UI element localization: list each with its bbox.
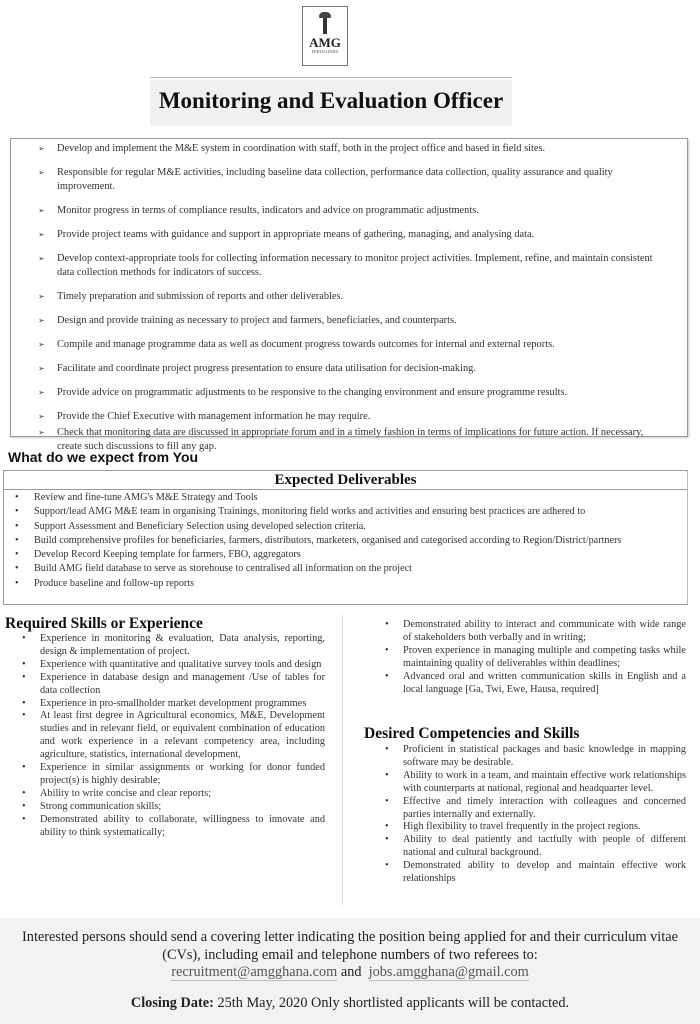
duties-box — [10, 138, 688, 452]
list-item-text: Effective and timely interaction with colleagues and concerned parties internally and externally. — [403, 795, 686, 820]
dot-bullet-icon: • — [15, 520, 19, 532]
dot-bullet-icon: • — [385, 795, 389, 807]
list-item-text: Support Assessment and Beneficiary Selection using developed selection criteria. — [34, 520, 366, 532]
list-item — [22, 698, 325, 711]
list-item — [4, 577, 687, 591]
list-item-text: Facilitate and coordinate project progress presentation to ensure data utilisation for decision-making. — [57, 363, 476, 374]
list-item-text: Provide the Chief Executive with management information he may require. — [57, 411, 371, 422]
list-item-text: Support/lead AMG M&E team in organising Trainings, monitoring field works and activities and ensuring best practices are adhered to — [34, 506, 586, 518]
list-item — [22, 801, 325, 814]
dot-bullet-icon: • — [385, 619, 389, 630]
list-item-text: Experience in database design and management /Use of tables for data collection — [40, 671, 325, 696]
list-item — [4, 505, 687, 519]
list-item-text: Experience in monitoring & evaluation, Data analysis, reporting, design & implementation of project. — [40, 633, 325, 657]
arrow-bullet-icon: ➢ — [38, 364, 45, 373]
dot-bullet-icon: • — [385, 860, 389, 872]
list-item — [385, 645, 686, 671]
dot-bullet-icon: • — [22, 671, 26, 683]
dot-bullet-icon: • — [22, 710, 26, 722]
deliverables-table — [3, 470, 688, 605]
dot-bullet-icon: • — [22, 800, 26, 812]
dot-bullet-icon: • — [15, 563, 19, 575]
title-divider — [150, 77, 512, 78]
list-item-text: Provide advice on programmatic adjustments to be responsive to the changing environment and ensure programme results. — [57, 387, 568, 398]
list-item-text: Strong communication skills; — [40, 800, 162, 812]
list-item-text: Responsible for regular M&E activities, including baseline data collection, performance data collection, quality assurance and quality improvement. — [57, 167, 613, 192]
dot-bullet-icon: • — [385, 744, 389, 755]
logo-name: AMG — [309, 35, 341, 50]
dot-bullet-icon: • — [22, 633, 26, 644]
arrow-bullet-icon: ➢ — [38, 168, 45, 177]
list-item — [11, 314, 687, 328]
closing-label: Closing Date: — [130, 994, 214, 1011]
list-item — [4, 520, 687, 534]
list-item-text: Proficient in statistical packages and basic knowledge in mapping software may be desirable. — [403, 744, 686, 768]
list-item-text: Build AMG field database to serve as storehouse to centralised all information on the project — [34, 563, 412, 575]
list-item — [385, 834, 686, 860]
list-item — [11, 290, 687, 304]
arrow-bullet-icon: ➢ — [38, 340, 45, 349]
dot-bullet-icon: • — [385, 670, 389, 682]
list-item — [11, 228, 687, 242]
list-item-text: Timely preparation and submission of reports and other deliverables. — [57, 291, 344, 302]
list-item-text: High flexibility to travel frequently in the project regions. — [403, 821, 641, 833]
list-item — [22, 788, 325, 801]
arrow-bullet-icon: ➢ — [38, 144, 45, 153]
list-item — [4, 562, 687, 576]
application-footer — [0, 918, 700, 1024]
list-item-text: Advanced oral and written communication skills in English and a local language [Ga, Twi, Ewe, Hausa, required] — [403, 670, 686, 695]
list-item-text: Design and provide training as necessary to project and farmers, beneficiaries, and counterparts. — [57, 315, 457, 326]
list-item-text: Ability to write concise and clear reports; — [40, 787, 211, 799]
list-item — [4, 548, 687, 562]
email-link-recruitment[interactable]: recruitment@amgghana.com — [171, 964, 338, 980]
list-item-text: Experience in pro-smallholder market development programmes — [40, 697, 307, 709]
dot-bullet-icon: • — [22, 813, 26, 825]
list-item-text: Monitor progress in terms of compliance results, indicators and advice on programmatic adjustments. — [57, 205, 479, 216]
column-divider — [342, 615, 343, 905]
list-item — [385, 744, 686, 770]
arrow-bullet-icon: ➢ — [38, 316, 45, 325]
torch-icon — [322, 12, 328, 34]
list-item-text: Proven experience in managing multiple and competing tasks while maintaining quality of deliverables within deadlines; — [403, 644, 686, 669]
list-item-text: Ability to work in a team, and maintain effective work relationships with counterparts at national, regional and headquarter level. — [403, 769, 686, 794]
deliverables-list — [4, 490, 687, 591]
logo-subtitle: FERTILIZERS — [311, 49, 339, 54]
list-item — [22, 672, 325, 698]
list-item — [4, 534, 687, 548]
dot-bullet-icon: • — [22, 787, 26, 799]
list-item-text: Demonstrated ability to interact and communicate with wide range of stakeholders both verbally and in writing; — [403, 619, 686, 643]
deliverables-heading: Expected Deliverables — [4, 471, 687, 490]
list-item-text: Experience with quantitative and qualitative survey tools and design — [40, 658, 322, 670]
list-item — [22, 659, 325, 672]
closing-date — [0, 995, 700, 1013]
list-item — [385, 796, 686, 822]
contact-emails — [0, 964, 700, 982]
expect-heading: What do we expect from You — [8, 449, 199, 465]
arrow-bullet-icon: ➢ — [38, 292, 45, 301]
closing-text: 25th May, 2020 Only shortlisted applicants will be contacted. — [217, 994, 570, 1011]
required-list-right — [385, 619, 686, 696]
list-item-text: Develop context-appropriate tools for collecting information necessary to monitor project activities. Implement, refine, and maintain consistent data collection methods for indicators of success. — [57, 253, 653, 278]
dot-bullet-icon: • — [385, 834, 389, 846]
dot-bullet-icon: • — [22, 658, 26, 670]
list-item — [385, 860, 686, 886]
required-list-left — [22, 633, 325, 840]
list-item — [11, 166, 687, 194]
dot-bullet-icon: • — [385, 769, 389, 781]
arrow-bullet-icon: ➢ — [38, 388, 45, 397]
list-item-text: Develop Record Keeping template for farmers, FBO, aggregators — [34, 549, 301, 561]
list-item-text: Experience in similar assignments or working for donor funded project(s) is highly desirable; — [40, 762, 325, 786]
application-instructions: Interested persons should send a covering letter indicating the position being applied for and their curriculum vitae (CVs), including email and telephone numbers of two referees to: — [22, 929, 678, 963]
email-link-jobs[interactable]: jobs.amgghana@gmail.com — [368, 964, 529, 980]
list-item — [11, 410, 687, 424]
list-item — [385, 770, 686, 796]
list-item-text: Check that monitoring data are discussed in appropriate forum and in a timely fashion in terms of implications for future action. If necessary, create such discussions to fill any gap. — [57, 427, 644, 452]
arrow-bullet-icon: ➢ — [38, 428, 45, 437]
list-item — [11, 252, 687, 280]
list-item — [11, 204, 687, 218]
list-item — [11, 142, 687, 156]
list-item-text: Ability to deal patiently and tactfully with people of different national and cultural background. — [403, 834, 686, 859]
dot-bullet-icon: • — [22, 697, 26, 709]
list-item — [4, 491, 687, 505]
duties-list — [11, 139, 687, 454]
dot-bullet-icon: • — [15, 506, 19, 518]
dot-bullet-icon: • — [15, 534, 19, 546]
list-item-text: Provide project teams with guidance and support in appropriate means of gathering, managing, and analysing data. — [57, 229, 535, 240]
list-item — [385, 671, 686, 697]
list-item-text: Develop and implement the M&E system in coordination with staff, both in the project office and based in field sites. — [57, 143, 546, 154]
arrow-bullet-icon: ➢ — [38, 412, 45, 421]
page-title: Monitoring and Evaluation Officer — [158, 88, 504, 113]
list-item — [11, 386, 687, 400]
list-item — [11, 338, 687, 352]
list-item — [11, 362, 687, 376]
and-text: and — [340, 964, 362, 980]
dot-bullet-icon: • — [15, 549, 19, 561]
list-item — [22, 633, 325, 659]
required-heading: Required Skills or Experience — [5, 615, 203, 632]
list-item — [22, 710, 325, 762]
company-logo — [302, 6, 348, 66]
list-item — [22, 762, 325, 788]
arrow-bullet-icon: ➢ — [38, 206, 45, 215]
list-item-text: Demonstrated ability to develop and maintain effective work relationships — [403, 860, 686, 885]
list-item — [385, 821, 686, 834]
list-item-text: At least first degree in Agricultural economics, M&E, Development studies and in relevant field, or equivalent combination of education and work experience in a relevant competency area, including agriculture, statistics, international development, — [40, 710, 325, 761]
list-item-text: Build comprehensive profiles for beneficiaries, farmers, distributors, marketers, organised and categorised according to Region/District/partners — [34, 534, 622, 546]
dot-bullet-icon: • — [15, 492, 19, 503]
dot-bullet-icon: • — [15, 577, 19, 589]
dot-bullet-icon: • — [385, 821, 389, 833]
list-item-text: Review and fine-tune AMG's M&E Strategy and Tools — [34, 492, 258, 503]
dot-bullet-icon: • — [385, 644, 389, 656]
arrow-bullet-icon: ➢ — [38, 254, 45, 263]
list-item — [385, 619, 686, 645]
list-item — [22, 814, 325, 840]
list-item-text: Compile and manage programme data as well as document progress towards outcomes for internal and external reports. — [57, 339, 555, 350]
desired-heading: Desired Competencies and Skills — [364, 725, 580, 742]
arrow-bullet-icon: ➢ — [38, 230, 45, 239]
dot-bullet-icon: • — [22, 762, 26, 774]
list-item-text: Produce baseline and follow-up reports — [34, 577, 195, 589]
list-item-text: Demonstrated ability to collaborate, willingness to innovate and ability to think systematically; — [40, 813, 325, 838]
desired-list — [385, 744, 686, 886]
